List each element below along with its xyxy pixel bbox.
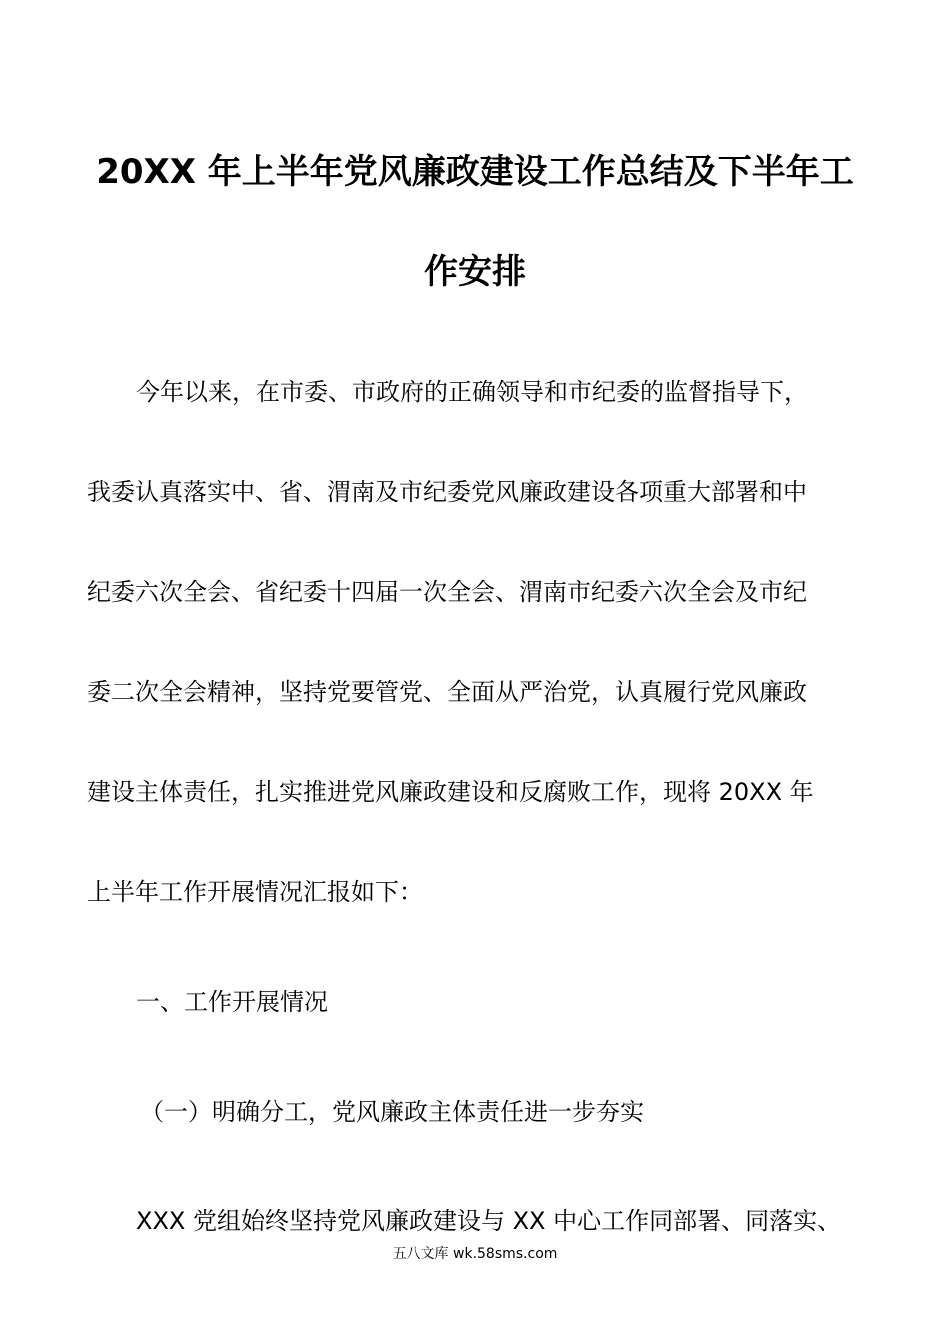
paragraph-line-1: 今年以来，在市委、市政府的正确领导和市纪委的监督指导下， [136, 378, 808, 406]
document-title-line-1: 20XX 年上半年党风廉政建设工作总结及下半年工 [96, 152, 854, 192]
subsection-heading-1: （一）明确分工，党风廉政主体责任进一步夯实 [140, 1098, 644, 1126]
paragraph-line-6: 上半年工作开展情况汇报如下： [87, 878, 423, 906]
document-title-line-2: 作安排 [424, 252, 526, 292]
paragraph-line-7: XXX 党组始终坚持党风廉政建设与 XX 中心工作同部署、同落实、 [136, 1207, 842, 1235]
paragraph-line-2: 我委认真落实中、省、渭南及市纪委党风廉政建设各项重大部署和中 [87, 478, 807, 506]
paragraph-line-5: 建设主体责任，扎实推进党风廉政建设和反腐败工作，现将 20XX 年 [87, 778, 814, 806]
paragraph-line-4: 委二次全会精神，坚持党要管党、全面从严治党，认真履行党风廉政 [87, 678, 807, 706]
section-heading-1: 一、工作开展情况 [136, 988, 328, 1016]
footer-watermark-text: 五八文库 wk.58sms.com [392, 1246, 558, 1262]
paragraph-line-3: 纪委六次全会、省纪委十四届一次全会、渭南市纪委六次全会及市纪 [87, 578, 807, 606]
